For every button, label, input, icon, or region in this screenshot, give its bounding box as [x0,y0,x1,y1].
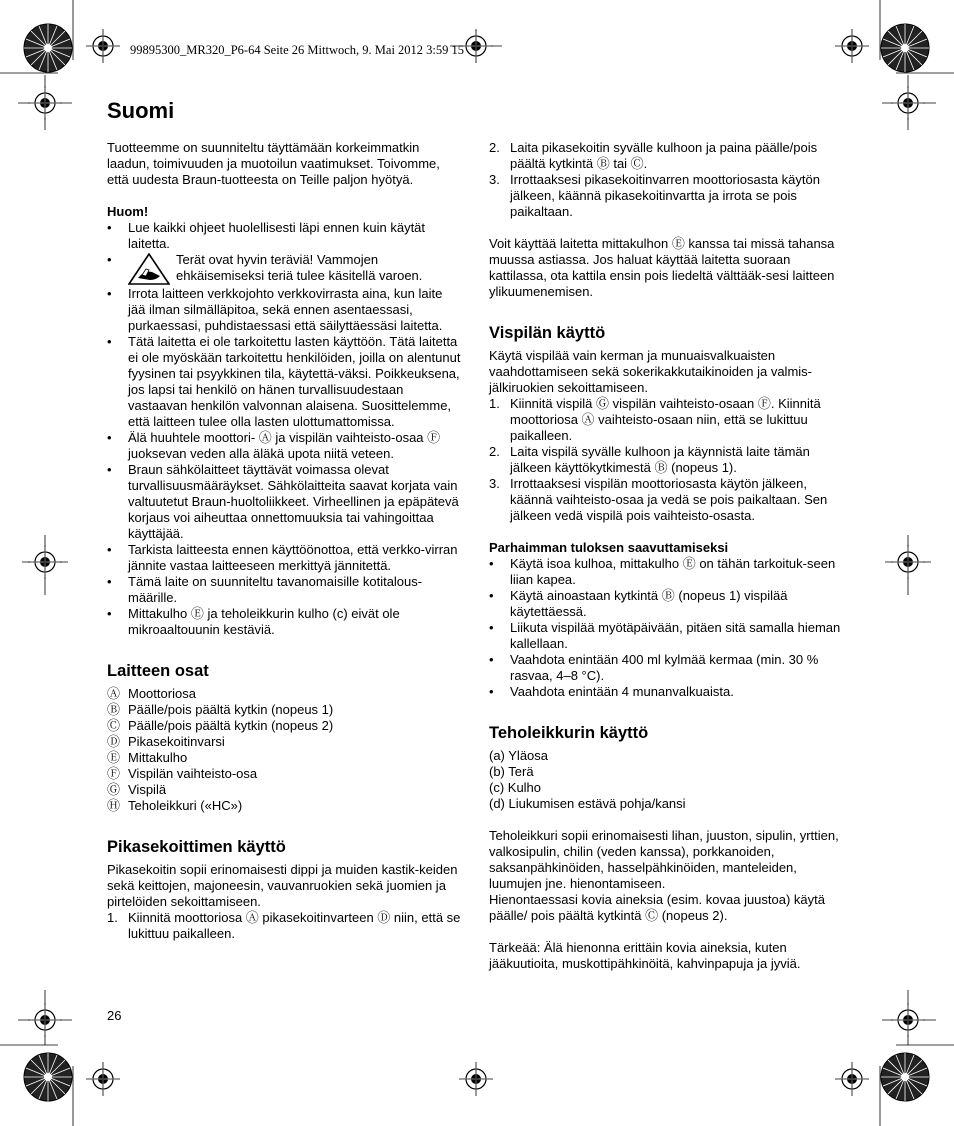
part-item: Ⓑ Päälle/pois päältä kytkin (nopeus 1) [107,702,334,717]
blender-heading: Pikasekoittimen käyttö [107,838,286,856]
intro-paragraph: Tuotteemme on suunniteltu täyttämään korkeimmatkin laadun, toimivuuden ja muotoilun vaatimukset. Toivomme, että uudesta Braun-tuotteesta on Teille paljon hyötyä. [107,140,440,187]
numbered-step: 3. Irrottaaksesi pikasekoitinvarren moottoriosasta käytön jälkeen, käännä pikasekoitinvartta ja irrota se pois paikaltaan. [489,172,820,219]
whisk-intro: Käytä vispilää vain kerman ja munuaisvalkuaisten vaahdottamiseen sekä sokerikakkutaikinoiden ja valmis-jälkiruokien sekoittamiseen. [489,348,812,395]
list-item: • Braun sähkölaitteet täyttävät voimassa olevat turvallisuusmääräykset. Sähkölaitteita saavat korjata vain valtuutetut Braun-huoltoliikkeet. Virheellinen ja epäpätevä korjaus voi aiheuttaa onnettomuuksia tai vahingoittaa käyttäjää. [107,462,459,541]
print-header-line: 99895300_MR320_P6-64 Seite 26 Mittwoch, 9. Mai 2012 3:59 15 [130,43,465,57]
page-title: Suomi [107,98,175,123]
list-item: • Älä huuhtele moottori- Ⓐ ja vispilän vaihteisto-osaa Ⓕ juoksevan veden alla äläkä upota niitä veteen. [107,430,441,461]
part-item: Ⓗ Teholeikkuri («HC») [107,798,243,813]
list-item: • Liikuta vispilää myötäpäivään, pitäen sitä samalla hieman kallellaan. [489,620,841,651]
chopper-part: (c) Kulho [489,780,542,795]
list-item: • Irrota laitteen verkkojohto verkkovirrasta aina, kun laite jää ilman silmälläpitoa, sekä ennen asentaessasi, purkaessasi, puhdistaessasi että säilyttäessäsi laitetta. [107,286,443,333]
chopper-part: (d) Liukumisen estävä pohja/kansi [489,796,686,811]
list-item: • Tämä laite on suunniteltu tavanomaisille kotitalous-määrille. [107,574,423,605]
numbered-step: 2. Laita vispilä syvälle kulhoon ja käynnistä laite tämän jälkeen käyttökytkimestä Ⓑ (nopeus 1). [489,444,810,475]
list-item: • Tätä laitetta ei ole tarkoitettu lasten käyttöön. Tätä laitetta ei ole myöskään tarkoitettu henkilöiden, joilla on alentunut fyysinen tai psyykkinen tila, käytettä-väksi. Poikkeuksena, jos lapsi tai henkilö on hänen turvallisuudestaan vastaavan henkilön valvonnan alaisena. Suosittelemme, että laitteen tulee olla lasten ulottumattomissa. [107,334,461,429]
part-item: Ⓕ Vispilän vaihteisto-osa [107,766,258,781]
tips-heading: Parhaimman tuloksen saavuttamiseksi [489,540,729,555]
list-item: • Käytä ainoastaan kytkintä Ⓑ (nopeus 1) vispilää käytettäessä. [489,588,788,619]
part-item: Ⓖ Vispilä [107,782,167,797]
parts-heading: Laitteen osat [107,662,209,680]
chopper-warning: Tärkeää: Älä hienonna erittäin kovia aineksia, kuten jääkuutioita, muskottipähkinöitä, kahvinpapuja ja jyviä. [489,940,801,971]
part-item: Ⓒ Päälle/pois päältä kytkin (nopeus 2) [107,718,334,733]
chopper-part: (a) Yläosa [489,748,549,763]
list-item: • Lue kaikki ohjeet huolellisesti läpi ennen kuin käytät laitetta. [107,220,426,251]
chopper-heading: Teholeikkurin käyttö [489,724,649,742]
numbered-step: 1. Kiinnitä vispilä Ⓖ vispilän vaihteisto-osaan Ⓕ. Kiinnitä moottoriosa Ⓐ vaihteisto-osaan niin, että se lukittuu paikalleen. [489,396,821,443]
chopper-part: (b) Terä [489,764,534,779]
notice-label: Huom! [107,204,149,219]
blender-note: Voit käyttää laitetta mittakulhon Ⓔ kanssa tai missä tahansa muussa astiassa. Jos haluat käyttää laitetta suoraan kattilassa, ota kattila ensin pois liedeltä välttääk-sesi laitteen ylikuumenemisen. [489,236,835,299]
list-item: • Tarkista laitteesta ennen käyttöönottoa, että verkko-virran jännite vastaa laitteeseen merkittyä jännitettä. [107,542,458,573]
whisk-heading: Vispilän käyttö [489,324,606,342]
list-item: • Vaahdota enintään 400 ml kylmää kermaa (min. 30 % rasvaa, 4–8 °C). [489,652,819,683]
list-item: • Käytä isoa kulhoa, mittakulho Ⓔ on tähän tarkoituk-seen liian kapea. [489,556,836,587]
numbered-step: 2. Laita pikasekoitin syvälle kulhoon ja paina päälle/pois päältä kytkintä Ⓑ tai Ⓒ. [489,140,818,171]
list-item: • Vaahdota enintään 4 munanvalkuaista. [489,684,734,699]
list-item: • Mittakulho Ⓔ ja teholeikkurin kulho (c) eivät ole mikroaaltouunin kestäviä. [107,606,400,637]
list-item-warning: • Terät ovat hyvin teräviä! Vammojen ehkäisemiseksi teriä tulee käsitellä varoen. [107,252,423,283]
right-column [489,140,845,972]
part-item: Ⓐ Moottoriosa [107,686,196,701]
left-column [107,140,463,942]
part-item: Ⓓ Pikasekoitinvarsi [107,734,225,749]
chopper-text: Teholeikkuri sopii erinomaisesti lihan, juuston, sipulin, yrttien, valkosipulin, chilin (veden kanssa), porkkanoiden, saksanpähkinöiden, hasselpähkinöiden, manteleiden, luumujen jne. hienontamiseen. [489,828,839,891]
parts-list [107,686,463,814]
part-item: Ⓔ Mittakulho [107,750,188,765]
chopper-text: Hienontaessasi kovia aineksia (esim. kovaa juustoa) käytä päälle/ pois päältä kytkintä Ⓒ (nopeus 2). [489,892,826,923]
numbered-step: 1. Kiinnitä moottoriosa Ⓐ pikasekoitinvarteen Ⓓ niin, että se lukittuu paikalleen. [107,910,461,941]
blender-intro: Pikasekoitin sopii erinomaisesti dippi ja muiden kastik-keiden sekä keittojen, majoneesin, vauvanruokien sekä juomien ja pirtelöiden sekoittamiseen. [107,862,458,909]
page-number: 26 [107,1008,122,1023]
numbered-step: 3. Irrottaaksesi vispilän moottoriosasta käytön jälkeen, käännä vaihteisto-osaa ja vedä se pois paikaltaan. Sen jälkeen vedä vispilä pois vaihteisto-osasta. [489,476,828,523]
blade-warning-icon [128,253,170,285]
